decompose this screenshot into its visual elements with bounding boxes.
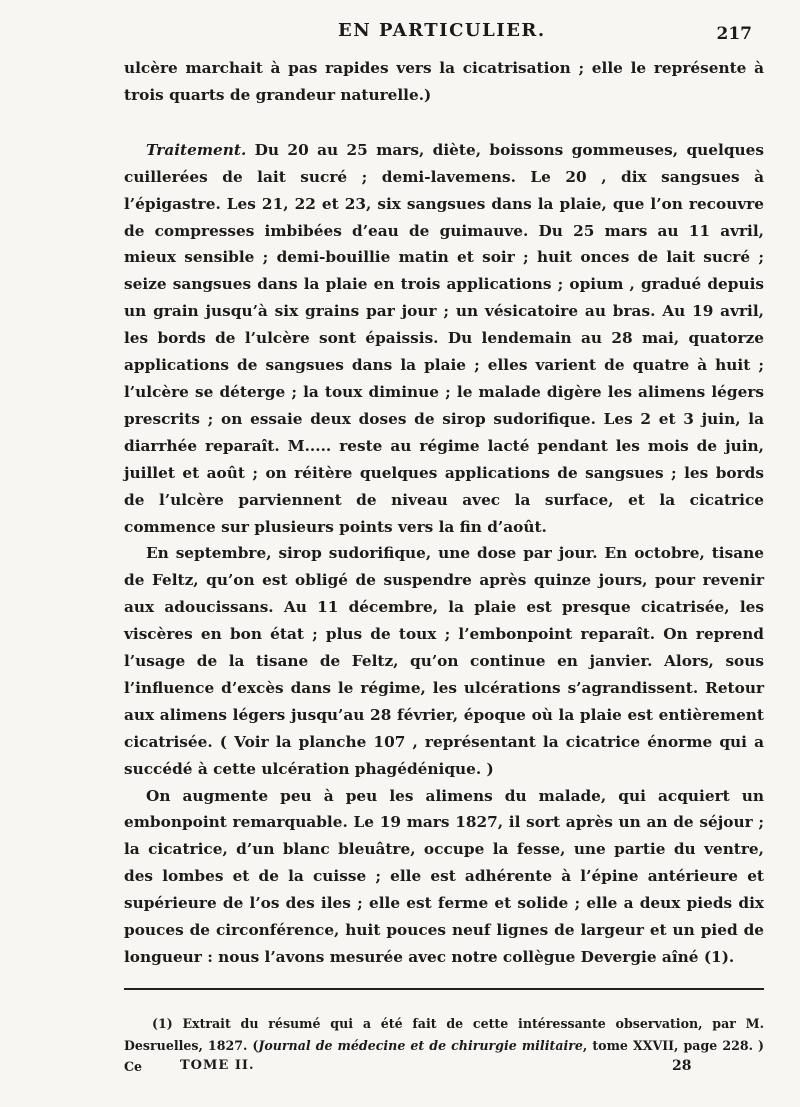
paragraph-traitement (124, 137, 764, 541)
running-head (0, 16, 800, 48)
body-text (124, 55, 764, 971)
footnote-journal-title: Journal de médecine et de chirurgie militaire (258, 1037, 583, 1053)
page-number: 217 (716, 24, 752, 44)
paragraph-continuation: ulcère marchait à pas rapides vers la cicatrisation ; elle le représente à trois quarts de grandeur naturelle.) (124, 59, 764, 104)
volume-label: TOME II. (180, 1058, 255, 1073)
footnote-divider (124, 988, 764, 990)
running-title: EN PARTICULIER. (338, 20, 546, 41)
signature-mark: 28 (672, 1058, 692, 1074)
footnote-lead: (1) Extrait du résumé qui a été fait de cette intéressante observation, par M. Desruelles, 1827. ( (124, 1016, 764, 1053)
paragraph-traitement-text: Du 20 au 25 mars, diète, boissons gommeuses, quelques cuillerées de lait sucré ; demi-lavemens. Le 20 , dix sangsues à l’épigastre. Les 21, 22 et 23, six sangsues dans la plaie, que l’on recouvre de compresses imbibées d’eau de guimauve. Du 25 mars au 11 avril, mieux sensible ; demi-bouillie matin et soir ; huit onces de lait sucré ; seize sangsues dans la plaie en trois applications ; opium , gradué depuis un grain jusqu’à six grains par jour ; un vésicatoire au bras. Au 19 avril, les bords de l’ulcère sont épaissis. Du lendemain au 28 mai, quatorze applications de sangsues dans la plaie ; elles varient de quatre à huit ; l’ulcère se déterge ; la toux diminue ; le malade digère les alimens légers prescrits ; on essaie deux doses de sirop sudorifique. Les 2 et 3 juin, la diarrhée reparaît. M..... reste au régime lacté pendant les mois de juin, juillet et août ; on réitère quelques applications de sangsues ; les bords de l’ulcère parviennent de niveau avec la surface, et la cicatrice commence sur plusieurs points vers la fin d’août. (124, 140, 764, 536)
section-lead: Traitement. (146, 140, 247, 159)
paragraph-septembre: En septembre, sirop sudorifique, une dose par jour. En octobre, tisane de Feltz, qu’on est obligé de suspendre après quinze jours, pour revenir aux adoucissans. Au 11 décembre, la plaie est presque cicatrisée, les viscères en bon état ; plus de toux ; l’embonpoint reparaît. On reprend l’usage de la tisane de Feltz, qu’on continue en janvier. Alors, sous l’influence d’excès dans le régime, les ulcérations s’agrandissent. Retour aux alimens légers jusqu’au 28 février, époque où la plaie est entièrement cicatrisée. ( Voir la planche 107 , représentant la cicatrice énorme qui a succédé à cette ulcération phagédénique. ) (124, 544, 764, 778)
footnote-tail: , tome XXVII, page 228. ) Ce (124, 1037, 765, 1074)
paragraph-conclusion: On augmente peu à peu les alimens du malade, qui acquiert un embonpoint remarquable. Le 19 mars 1827, il sort après un an de séjour ; la cicatrice, d’un blanc bleuâtre, occupe la fesse, une partie du ventre, des lombes et de la cuisse ; elle est adhérente à l’épine antérieure et supérieure de l’os des iles ; elle est ferme et solide ; elle a deux pieds dix pouces de circonférence, huit pouces neuf lignes de largeur et un pied de longueur : nous l’avons mesurée avec notre collègue Devergie aîné (1). (124, 786, 764, 966)
page-footer (124, 1058, 764, 1080)
